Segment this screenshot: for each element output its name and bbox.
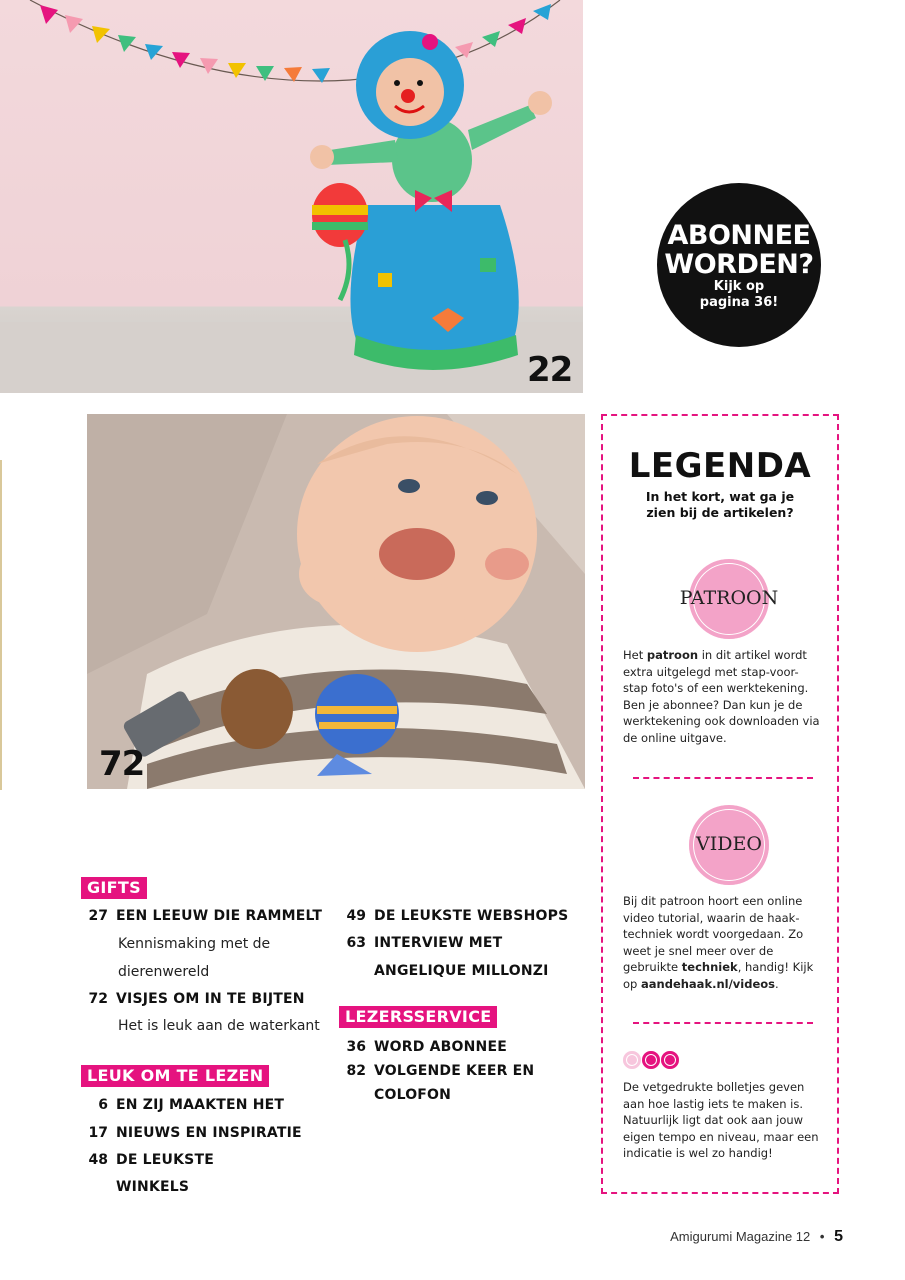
section-label-lezersservice: LEZERSSERVICE <box>339 1006 497 1028</box>
toc-entry[interactable] <box>336 908 586 928</box>
video-badge <box>689 805 769 885</box>
patroon-badge-label: PATROON <box>679 587 779 609</box>
subscribe-line3: Kijk op <box>713 279 765 294</box>
toc-entry[interactable] <box>78 991 338 1011</box>
baby-illustration <box>87 414 585 789</box>
toc-page-number: 27 <box>88 908 108 924</box>
toc-entry[interactable] <box>78 1152 338 1198</box>
toc-page-number: 17 <box>88 1125 108 1141</box>
page-ref-number: 22 <box>527 350 573 390</box>
clown-doll-photo <box>0 0 583 393</box>
edge-strip <box>0 460 2 790</box>
baby-with-fish-rattle-photo <box>87 414 585 789</box>
toc-page-number: 63 <box>346 935 366 951</box>
toc-title: EN ZIJ MAAKTEN HET <box>116 1097 285 1113</box>
video-text: , handig! Kijk op <box>623 960 814 991</box>
toc-title: DE LEUKSTE WEBSHOPS <box>374 908 569 924</box>
toc-title: VISJES OM IN TE BIJTEN <box>116 991 305 1007</box>
toc-page-number: 6 <box>98 1097 108 1113</box>
toc-title: WORD ABONNEE <box>374 1039 507 1055</box>
patroon-description <box>623 647 823 746</box>
subscribe-line2: WORDEN? <box>664 249 814 280</box>
toc-entry[interactable] <box>336 935 586 981</box>
clown-doll-illustration <box>0 0 583 393</box>
patroon-text-bold: patroon <box>646 648 699 662</box>
toc-entry[interactable] <box>78 1125 338 1145</box>
toc-subtitle: dierenwereld <box>118 964 210 980</box>
dashed-divider <box>633 1022 813 1024</box>
video-description <box>623 893 823 992</box>
video-text: Bij dit patroon hoort een online video tutorial, waarin de haak-techniek wordt voorgedaan. Zo weet je snel meer over de gebruikte <box>623 894 804 974</box>
toc-page-number: 49 <box>346 908 366 924</box>
toc-entry[interactable] <box>78 1097 338 1117</box>
toc-page-number: 36 <box>346 1039 366 1055</box>
toc-title: DE LEUKSTE <box>116 1152 214 1168</box>
toc-title: INTERVIEW MET <box>374 935 503 951</box>
difficulty-description: De vetgedrukte bolletjes geven aan hoe lastig iets te maken is. Natuurlijk ligt dat ook aan jouw eigen tempo en niveau, maar een indicatie is wel zo handig! <box>623 1080 819 1160</box>
difficulty-dots <box>623 1049 680 1071</box>
page-footer <box>670 1228 843 1246</box>
difficulty-dot-bold-icon <box>661 1051 679 1069</box>
magazine-name: Amigurumi Magazine 12 <box>670 1229 811 1244</box>
video-text: . <box>775 976 779 991</box>
dashed-divider <box>633 777 813 779</box>
toc-title: VOLGENDE KEER EN <box>374 1063 535 1079</box>
legend-subtitle-line2: zien bij de artikelen? <box>646 505 794 520</box>
toc-title-continued: COLOFON <box>374 1087 452 1103</box>
patroon-badge <box>679 559 779 639</box>
toc-entry[interactable] <box>336 1063 586 1109</box>
toc-title-continued: WINKELS <box>116 1179 190 1195</box>
toc-subtitle: Het is leuk aan de waterkant <box>118 1018 320 1034</box>
toc-entry[interactable] <box>336 1039 586 1059</box>
legend-title: LEGENDA <box>628 446 812 486</box>
video-badge-label: VIDEO <box>696 833 762 855</box>
patroon-text: Het <box>623 648 647 662</box>
difficulty-dot-light-icon <box>623 1051 641 1069</box>
legend-subtitle <box>603 489 837 521</box>
toc-title-continued: ANGELIQUE MILLONZI <box>374 963 549 979</box>
subscribe-badge[interactable] <box>657 183 821 347</box>
toc-page-number: 72 <box>88 991 108 1007</box>
subscribe-line1: ABONNEE <box>667 220 811 251</box>
footer-bullet: • <box>819 1229 825 1244</box>
difficulty-dot-bold-icon <box>642 1051 660 1069</box>
patroon-text: in dit artikel wordt extra uitgelegd met stap-voor-stap foto's of een werktekening. Ben je abonnee? Dan kun je de werktekening ook downloaden via de online uitgave. <box>623 648 820 745</box>
bunting-flags <box>40 4 551 83</box>
video-link[interactable]: aandehaak.nl/videos <box>641 976 776 991</box>
subscribe-line4: pagina 36! <box>699 295 779 310</box>
section-label-leuk-om-te-lezen: LEUK OM TE LEZEN <box>81 1065 269 1087</box>
video-text-bold: techniek <box>681 960 738 974</box>
toc-page-number: 82 <box>346 1063 366 1079</box>
toc-title: NIEUWS EN INSPIRATIE <box>116 1125 302 1141</box>
toc-subtitle: Kennismaking met de <box>118 936 271 952</box>
toc-page-number: 48 <box>88 1152 108 1168</box>
legend-box <box>601 414 839 1194</box>
page-ref-number: 72 <box>99 744 145 784</box>
section-label-gifts: GIFTS <box>81 877 147 899</box>
toc-entry[interactable] <box>78 908 338 928</box>
page-number: 5 <box>834 1228 843 1245</box>
toc-title: EEN LEEUW DIE RAMMELT <box>116 908 323 924</box>
legend-subtitle-line1: In het kort, wat ga je <box>645 489 795 504</box>
